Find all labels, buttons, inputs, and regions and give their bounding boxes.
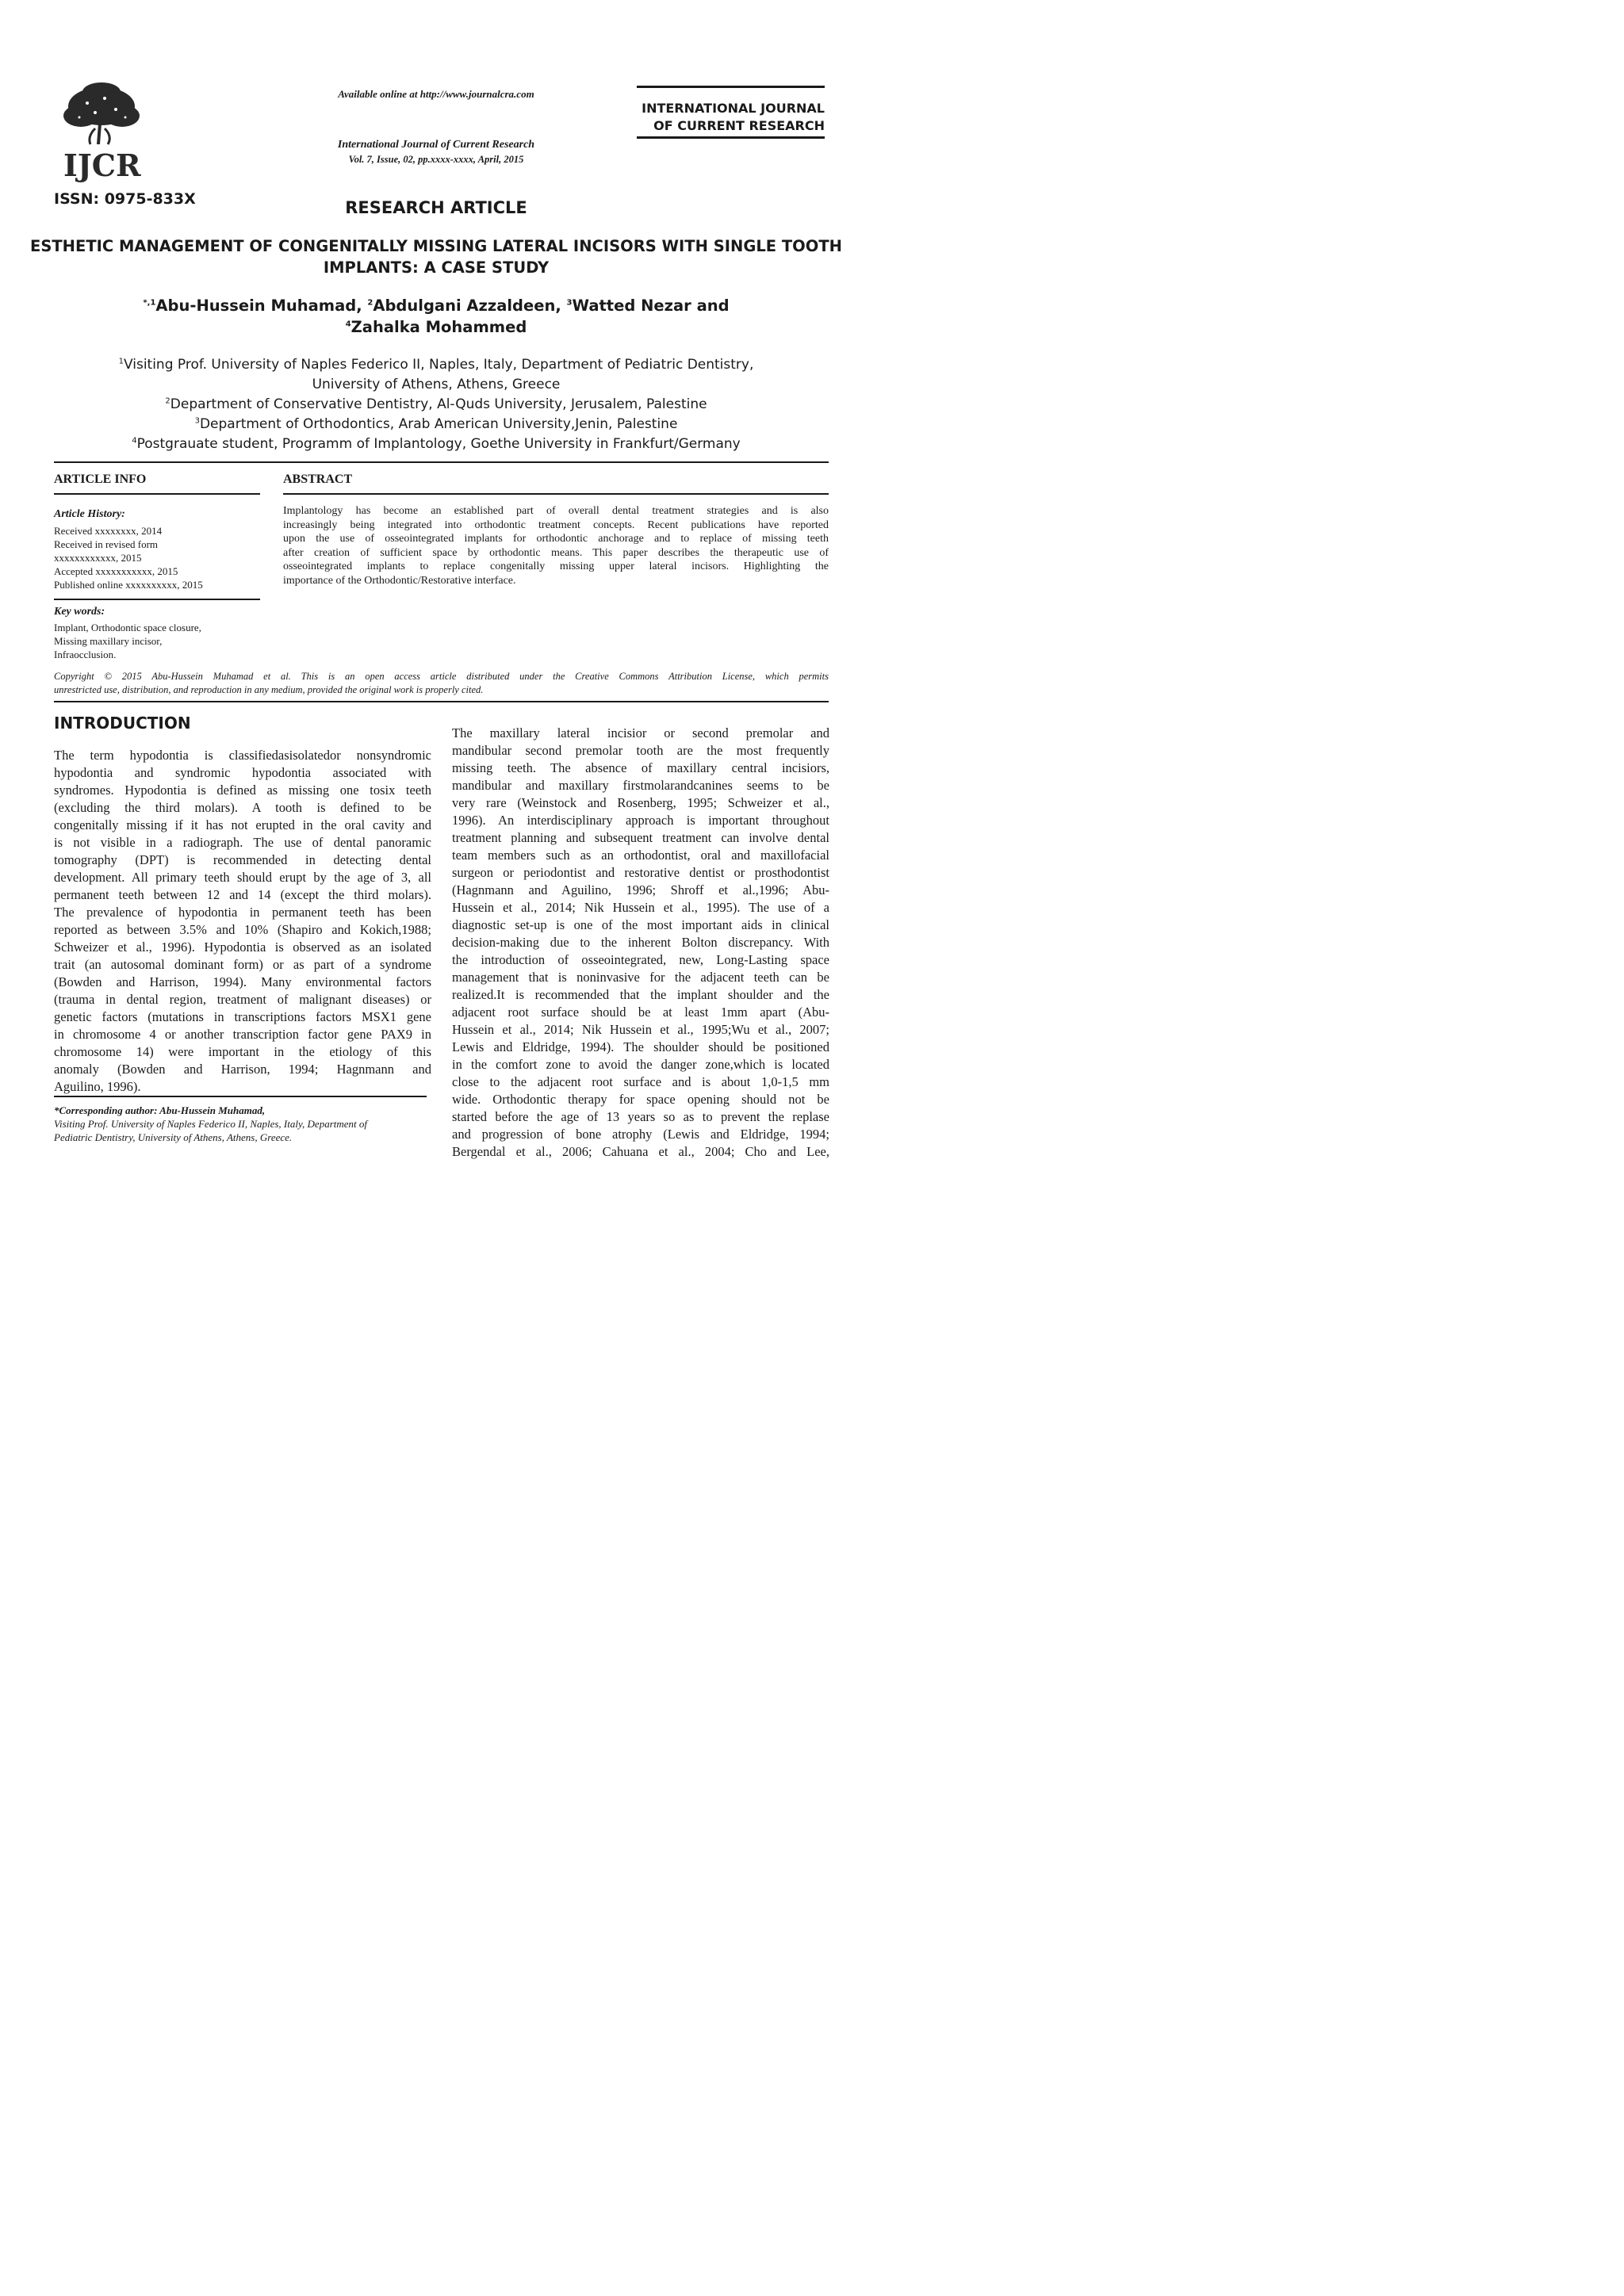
history-line: Accepted xxxxxxxxxxx, 2015 bbox=[54, 565, 178, 577]
history-line: xxxxxxxxxxxx, 2015 bbox=[54, 552, 142, 564]
abstract-heading: ABSTRACT bbox=[283, 473, 353, 486]
intro-line: hypodontia and syndromic hypodontia associated with bbox=[54, 765, 431, 780]
abstract-line: Implantology has become an established part of overall dental treatment strategies and is also bbox=[283, 505, 829, 517]
intro-line: The term hypodontia is classifiedasisolatedor nonsyndromic bbox=[54, 748, 431, 763]
intro-line: reported as between 3.5% and 10% (Shapiro and Kokich,1988; bbox=[54, 922, 431, 937]
aff-3-sup: 3 bbox=[194, 416, 200, 426]
intro-line: Schweizer et al., 1996). Hypodontia is observed as an isolated bbox=[54, 939, 431, 955]
copyright-line-1: Copyright © 2015 Abu-Hussein Muhamad et al. This is an open access article distributed under the Creative Commons Attribution License, which permits bbox=[54, 671, 829, 682]
introduction-heading: INTRODUCTION bbox=[54, 714, 191, 733]
journal-badge bbox=[630, 100, 825, 135]
intro-line: Hussein et al., 2014; Nik Hussein et al., 1995;Wu et al., 2007; bbox=[452, 1022, 829, 1037]
badge-line-2: OF CURRENT RESEARCH bbox=[653, 118, 825, 133]
copyright bbox=[54, 670, 829, 697]
intro-line: mandibular second premolar tooth are the most frequently bbox=[452, 743, 829, 758]
author-2-sup: 2 bbox=[367, 298, 373, 308]
intro-line: Bergendal et al., 2006; Cahuana et al., 2004; Cho and Lee, bbox=[452, 1144, 829, 1159]
affiliation-3: Department of Orthodontics, Arab American University,Jenin, Palestine bbox=[199, 416, 678, 432]
corresponding-author-footnote bbox=[54, 1104, 431, 1144]
abstract-line: after creation of sufficient space by orthodontic means. This paper describes the therapeutic use of bbox=[283, 546, 829, 559]
intro-line: the introduction of osseointegrated, new, Long-Lasting space bbox=[452, 952, 829, 967]
intro-line: Aguilino, 1996). bbox=[54, 1079, 141, 1094]
article-title bbox=[24, 235, 848, 278]
abstract-line: increasingly being integrated into orthodontic treatment concepts. Recent publications have reported bbox=[283, 519, 829, 531]
history-heading: Article History: bbox=[54, 508, 125, 520]
intro-right-column bbox=[452, 725, 829, 1161]
intro-line: adjacent root surface should be at least 1mm apart (Abu- bbox=[452, 1004, 829, 1020]
journal-logo bbox=[56, 81, 147, 184]
intro-line: wide. Orthodontic therapy for space opening should not be bbox=[452, 1092, 829, 1107]
affiliations bbox=[32, 355, 841, 454]
intro-line: surgeon or periodontist and restorative dentist or prosthodontist bbox=[452, 865, 829, 880]
footnote-heading: *Corresponding author: Abu-Hussein Muhamad, bbox=[54, 1104, 266, 1116]
badge-line-1: INTERNATIONAL JOURNAL bbox=[642, 101, 825, 116]
article-type: RESEARCH ARTICLE bbox=[345, 198, 527, 217]
author-3: Watted Nezar and bbox=[572, 297, 730, 315]
intro-line: (Bowden and Harrison, 1994). Many environmental factors bbox=[54, 974, 431, 989]
intro-line: development. All primary teeth should erupt by the age of 3, all bbox=[54, 870, 431, 885]
intro-line: tomography (DPT) is recommended in detecting dental bbox=[54, 852, 431, 867]
intro-line: Hussein et al., 2014; Nik Hussein et al., 1995). The use of a bbox=[452, 900, 829, 915]
history-line: Received xxxxxxxx, 2014 bbox=[54, 525, 163, 537]
keyword-line: Missing maxillary incisor, bbox=[54, 635, 163, 647]
copyright-divider bbox=[54, 701, 829, 702]
intro-line: permanent teeth between 12 and 14 (except the third molars). bbox=[54, 887, 431, 902]
affiliation-2: Department of Conservative Dentistry, Al-Quds University, Jerusalem, Palestine bbox=[170, 396, 707, 412]
author-4: Zahalka Mohammed bbox=[350, 318, 527, 336]
keywords-heading: Key words: bbox=[54, 606, 105, 618]
badge-bottom-rule bbox=[637, 136, 825, 139]
keywords-rule bbox=[54, 599, 260, 600]
author-1-sup: *,1 bbox=[143, 298, 156, 308]
abstract-line: upon the use of osseointegrated implants for orthodontic anchorage and to replace of missing teeth bbox=[283, 533, 829, 545]
intro-line: trait (an autosomal dominant form) or as part of a syndrome bbox=[54, 957, 431, 972]
abstract-line: osseointegrated implants to replace congenitally missing upper lateral incisors. Highlighting the bbox=[283, 561, 829, 572]
intro-line: genetic factors (mutations in transcriptions factors MSX1 gene bbox=[54, 1009, 431, 1024]
journal-name: International Journal of Current Research bbox=[337, 139, 535, 151]
intro-line: syndromes. Hypodontia is defined as missing one tosix teeth bbox=[54, 783, 431, 798]
intro-line: anomaly (Bowden and Harrison, 1994; Hagnmann and bbox=[54, 1062, 431, 1077]
affiliation-4: Postgrauate student, Programm of Implantology, Goethe University in Frankfurt/Germany bbox=[136, 436, 741, 452]
author-3-sup: 3 bbox=[566, 298, 573, 308]
intro-line: very rare (Weinstock and Rosenberg, 1995; Schweizer et al., bbox=[452, 795, 829, 810]
logo-letters: IJCR bbox=[63, 147, 141, 183]
intro-line: missing teeth. The absence of maxillary central incisiors, bbox=[452, 760, 829, 775]
author-2: Abdulgani Azzaldeen, bbox=[373, 297, 567, 315]
affiliation-1-line-1: Visiting Prof. University of Naples Federico II, Naples, Italy, Department of Pediatric Dentistry, bbox=[123, 357, 754, 373]
keywords bbox=[54, 621, 260, 661]
intro-line: is not visible in a radiograph. The use of dental panoramic bbox=[54, 835, 431, 850]
intro-line: management that is noninvasive for the adjacent teeth can be bbox=[452, 970, 829, 985]
intro-line: treatment planning and subsequent treatment can involve dental bbox=[452, 830, 829, 845]
copyright-line-2: unrestricted use, distribution, and reproduction in any medium, provided the original work is properly cited. bbox=[54, 684, 484, 695]
footnote-rule bbox=[54, 1096, 427, 1097]
intro-line: decision-making due to the inherent Bolton discrepancy. With bbox=[452, 935, 829, 950]
title-line-1: ESTHETIC MANAGEMENT OF CONGENITALLY MISSING LATERAL INCISORS WITH SINGLE TOOTH bbox=[30, 237, 842, 255]
intro-line: chromosome 14) were important in the etiology of this bbox=[54, 1044, 431, 1059]
intro-line: Lewis and Eldridge, 1994). The shoulder should be positioned bbox=[452, 1039, 829, 1054]
aff-2-sup: 2 bbox=[165, 396, 170, 406]
abstract-text bbox=[283, 504, 829, 587]
authors bbox=[40, 295, 833, 338]
footnote-line-2: Pediatric Dentistry, University of Athens, Athens, Greece. bbox=[54, 1131, 293, 1143]
history-line: Received in revised form bbox=[54, 538, 159, 550]
intro-line: close to the adjacent root surface and is about 1,0-1,5 mm bbox=[452, 1074, 829, 1089]
aff-4-sup: 4 bbox=[132, 436, 137, 446]
article-info-rule bbox=[54, 493, 260, 495]
intro-line: started before the age of 13 years so as to prevent the replase bbox=[452, 1109, 829, 1124]
intro-line: congenitally missing if it has not erupted in the oral cavity and bbox=[54, 817, 431, 832]
intro-line: diagnostic set-up is one of the most important aids in clinical bbox=[452, 917, 829, 932]
abstract-rule bbox=[283, 493, 829, 495]
tree-logo-icon bbox=[56, 81, 147, 184]
author-1: Abu-Hussein Muhamad, bbox=[155, 297, 368, 315]
intro-line: The maxillary lateral incisior or second premolar and bbox=[452, 725, 829, 740]
intro-line: mandibular and maxillary firstmolarandcanines seems to be bbox=[452, 778, 829, 793]
badge-top-rule bbox=[637, 86, 825, 88]
intro-line: realized.It is recommended that the implant shoulder and the bbox=[452, 987, 829, 1002]
available-online: Available online at http://www.journalcra.com bbox=[338, 88, 534, 100]
author-4-sup: 4 bbox=[345, 320, 351, 329]
intro-left-column bbox=[54, 747, 431, 1096]
title-line-2: IMPLANTS: A CASE STUDY bbox=[323, 258, 550, 277]
intro-line: (excluding the third molars). A tooth is defined to be bbox=[54, 800, 431, 815]
article-history bbox=[54, 524, 260, 591]
intro-line: The prevalence of hypodontia in permanent teeth has been bbox=[54, 905, 431, 920]
intro-line: and progression of bone atrophy (Lewis and Eldridge, 1994; bbox=[452, 1127, 829, 1142]
intro-line: in chromosome 4 or another transcription factor gene PAX9 in bbox=[54, 1027, 431, 1042]
header-divider bbox=[54, 461, 829, 463]
aff-1-sup: 1 bbox=[118, 357, 124, 366]
intro-line: team members such as an orthodontist, oral and maxillofacial bbox=[452, 848, 829, 863]
history-line: Published online xxxxxxxxxx, 2015 bbox=[54, 579, 203, 591]
intro-line: in the comfort zone to avoid the danger zone,which is located bbox=[452, 1057, 829, 1072]
volume-issue: Vol. 7, Issue, 02, pp.xxxx-xxxx, April, 2015 bbox=[348, 154, 524, 165]
intro-line: (trauma in dental region, treatment of malignant diseases) or bbox=[54, 992, 431, 1007]
abstract-line: importance of the Orthodontic/Restorative interface. bbox=[283, 574, 516, 587]
keyword-line: Implant, Orthodontic space closure, bbox=[54, 622, 201, 633]
issn: ISSN: 0975-833X bbox=[54, 190, 196, 208]
intro-line: (Hagnmann and Aguilino, 1996; Shroff et al.,1996; Abu- bbox=[452, 882, 829, 897]
article-info-heading: ARTICLE INFO bbox=[54, 473, 147, 486]
footnote-line-1: Visiting Prof. University of Naples Federico II, Naples, Italy, Department of bbox=[54, 1118, 367, 1130]
affiliation-1-line-2: University of Athens, Athens, Greece bbox=[312, 377, 561, 392]
keyword-line: Infraocclusion. bbox=[54, 649, 117, 660]
intro-line: 1996). An interdisciplinary approach is important throughout bbox=[452, 813, 829, 828]
